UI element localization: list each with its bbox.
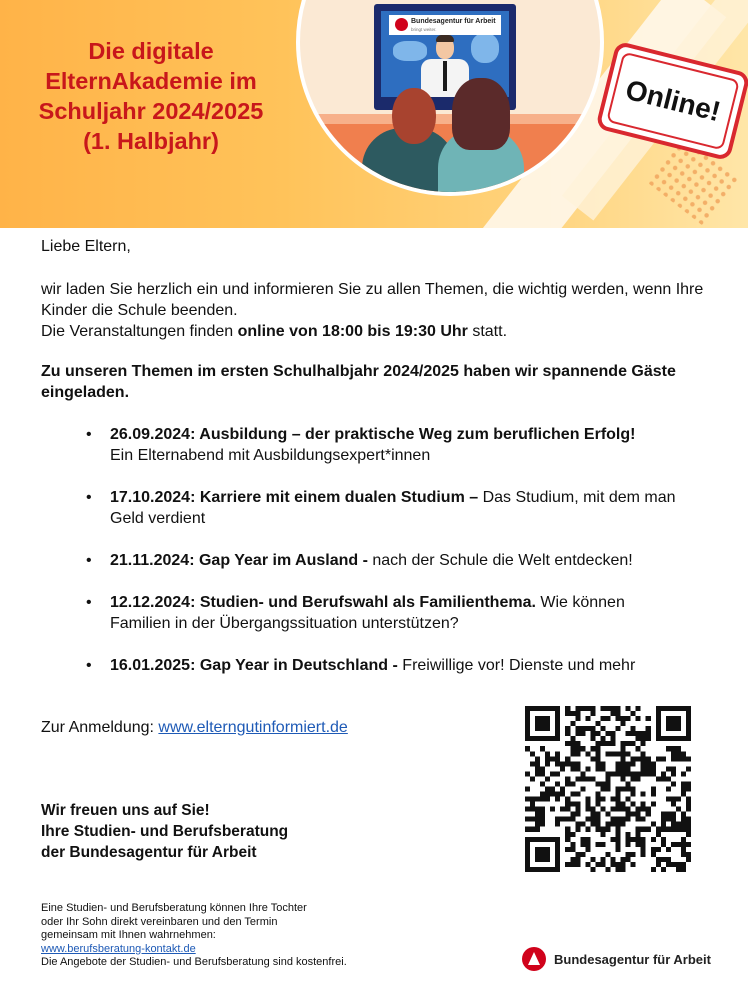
ba-logo-icon [522, 947, 546, 971]
list-item: • 17.10.2024: Karriere mit einem dualen Studium – Das Studium, mit dem man Geld verdient [86, 487, 726, 529]
registration-link[interactable]: www.elterngutinformiert.de [158, 719, 348, 736]
online-badge: Online! [595, 41, 748, 162]
footer-note: Eine Studien- und Berufsberatung können Ihre Tochter oder Ihr Sohn direkt vereinbaren und den Termin gemeinsam mit Ihnen wahrnehmen: www.berufsberatung-kontakt.de Die Angebote der Studien- und Berufsberatung sind kostenfrei. [41, 902, 347, 968]
event-list [86, 424, 726, 676]
ba-logo-icon [395, 18, 408, 31]
signature: Wir freuen uns auf Sie! Ihre Studien- und Berufsberatung der Bundesagentur für Arbeit [41, 802, 289, 861]
registration: Zur Anmeldung: www.elterngutinformiert.de [41, 719, 348, 736]
header-banner [0, 0, 748, 228]
greeting: Liebe Eltern, [41, 238, 131, 255]
list-item: • 12.12.2024: Studien- und Berufswahl als Familienthema. Wie können Familien in der Übergangssituation unterstützen? [86, 592, 726, 634]
page-title: Die digitale ElternAkademie im Schuljahr 2024/2025 (1. Halbjahr) [38, 38, 264, 154]
list-item: • 26.09.2024: Ausbildung – der praktische Weg zum beruflichen Erfolg! Ein Elternabend mit Ausbildungsexpert*innen [86, 424, 726, 466]
illustration-circle [296, 0, 604, 196]
topics-heading: Zu unseren Themen im ersten Schulhalbjahr 2024/2025 haben wir spannende Gäste eingeladen. [41, 363, 676, 401]
list-item: • 16.01.2025: Gap Year in Deutschland - Freiwillige vor! Dienste und mehr [86, 655, 726, 676]
contact-link[interactable]: www.berufsberatung-kontakt.de [41, 942, 196, 955]
intro-text: wir laden Sie herzlich ein und informieren Sie zu allen Themen, die wichtig werden, wenn Ihre Kinder die Schule beenden. [41, 281, 704, 319]
tv-logo: Bundesagentur für Arbeit bringt weiter. [389, 15, 501, 35]
time-info: Die Veranstaltungen finden online von 18:00 bis 19:30 Uhr statt. [41, 323, 508, 340]
ba-logo: Bundesagentur für Arbeit [522, 946, 711, 972]
qr-code-icon[interactable] [525, 706, 691, 872]
list-item: • 21.11.2024: Gap Year im Ausland - nach der Schule die Welt entdecken! [86, 550, 726, 571]
